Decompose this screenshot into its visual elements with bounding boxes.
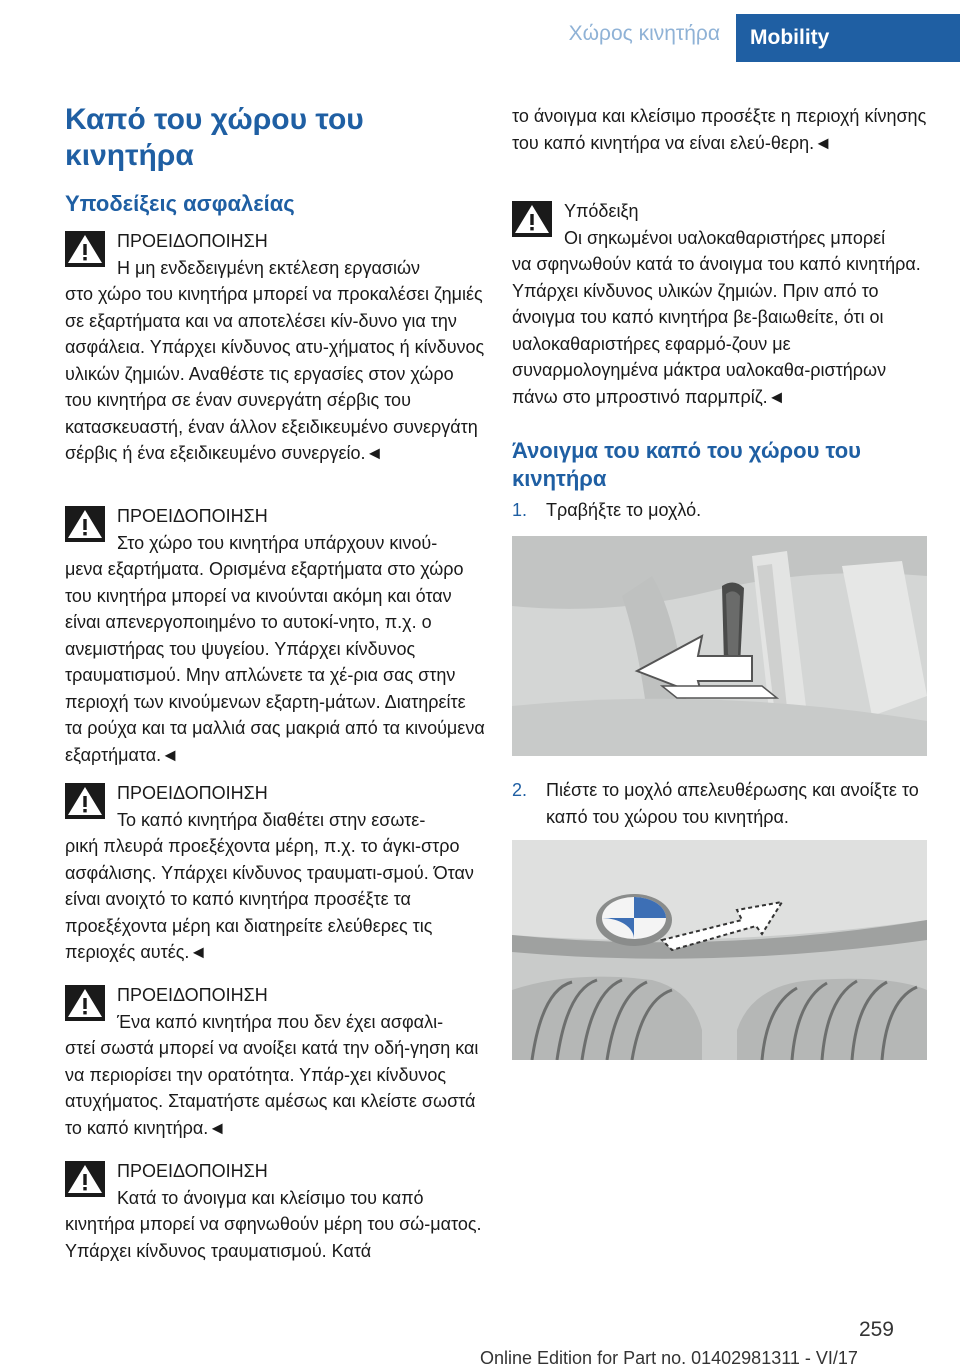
warning-text: στεί σωστά μπορεί να ανοίξει κατά την οδή-γηση και να περιορίσει την ορατότητα. Υπάρ-χει κίνδυνος ατυχήματος. Σταματήστε αμέσως και κλείστε σωστά το καπό κινητήρα.◄ (65, 1038, 479, 1138)
header-section-title: Χώρος κινητήρα (568, 22, 720, 45)
page-title: Καπό του χώρου του κινητήρα (65, 103, 364, 172)
hood-release-illustration (512, 840, 927, 1060)
warning-triangle-icon (65, 506, 105, 542)
warning-label: ΠΡΟΕΙΔΟΠΟΙΗΣΗ (117, 231, 268, 251)
step-text: Πιέστε το μοχλό απελευθέρωσης και ανοίξτε το καπό του χώρου του κινητήρα. (546, 780, 919, 827)
note-block (512, 198, 932, 410)
header-tab-mobility[interactable]: Mobility (736, 14, 960, 62)
warning-block-3 (65, 780, 485, 966)
warning-triangle-icon (65, 783, 105, 819)
warning-triangle-icon (512, 201, 552, 237)
warning-triangle-icon (65, 985, 105, 1021)
warning-lead: Η μη ενδεδειγμένη εκτέλεση εργασιών (117, 257, 421, 278)
edition-info: Online Edition for Part no. 01402981311 - VI/17 (480, 1348, 858, 1368)
page-header (0, 0, 960, 62)
warning-lead: Το καπό κινητήρα διαθέτει στην εσωτε- (117, 809, 426, 830)
note-text: να σφηνωθούν κατά το άνοιγμα του καπό κινητήρα. Υπάρχει κίνδυνος υλικών ζημιών. Πριν από το άνοιγμα του καπό κινητήρα βε-βαιωθείτε, ότι οι υαλοκαθαριστήρες εφαρμό-ζουν με συναρμολογημένα μάκτρα υαλοκαθα-ριστήρων πάνω στο μπροστινό παρμπρίζ.◄ (512, 254, 921, 407)
warning-text: ρική πλευρά προεξέχοντα μέρη, π.χ. το άγκι-στρο ασφάλισης. Υπάρχει κίνδυνος τραυματι-σμού. Όταν είναι ανοιχτό το καπό κινητήρα προσέξτε τα προεξέχοντα μέρη και διατηρείτε ελεύθερες τις περιοχές αυτές.◄ (65, 836, 474, 962)
continuation-text: το άνοιγμα και κλείσιμο προσέξτε η περιοχή κίνησης του καπό κινητήρα να είναι ελεύ-θερη.◄ (512, 106, 927, 153)
note-label: Υπόδειξη (564, 201, 639, 221)
safety-heading: Υποδείξεις ασφαλείας (65, 191, 295, 216)
hood-lever-illustration (512, 536, 927, 756)
warning-lead: Στο χώρο του κινητήρα υπάρχουν κινού- (117, 532, 438, 553)
note-lead: Οι σηκωμένοι υαλοκαθαριστήρες μπορεί (564, 227, 886, 248)
page-number: 259 (858, 1318, 894, 1341)
warning-lead: Ένα καπό κινητήρα που δεν έχει ασφαλι- (117, 1011, 444, 1032)
hood-release-photo (512, 840, 927, 1060)
step-text: Τραβήξτε το μοχλό. (546, 500, 702, 520)
warning-block-5 (65, 1158, 485, 1264)
warning-lead: Κατά το άνοιγμα και κλείσιμο του καπό (117, 1187, 424, 1208)
opening-heading: Άνοιγμα του καπό του χώρου του κινητήρα (512, 438, 861, 491)
step-1 (512, 497, 932, 524)
warning-triangle-icon (65, 1161, 105, 1197)
warning-block-1 (65, 228, 485, 467)
warning-block-2 (65, 503, 485, 768)
warning-block-4 (65, 982, 485, 1141)
step-number: 1. (512, 500, 528, 520)
warning-text: κινητήρα μπορεί να σφηνωθούν μέρη του σώ-ματος. Υπάρχει κίνδυνος τραυματισμού. Κατά (65, 1214, 482, 1261)
warning-triangle-icon (65, 231, 105, 267)
warning-label: ΠΡΟΕΙΔΟΠΟΙΗΣΗ (117, 985, 268, 1005)
warning-text: μενα εξαρτήματα. Ορισμένα εξαρτήματα στο χώρο του κινητήρα μπορεί να κινούνται ακόμη και όταν είναι απενεργοποιημένο το αυτοκί-νητο, π.χ. ο ανεμιστήρας του ψυγείου. Υπάρχει κίνδυνος τραυματισμού. Μην απλώνετε τα χέ-ρια σας στην περιοχή των κινούμενων εξαρτη-μάτων. Διατηρείτε τα ρούχα και τα μαλλιά σας μακριά από τα κινούμενα εξαρτήματα.◄ (65, 559, 485, 765)
hood-lever-photo (512, 536, 927, 756)
step-number: 2. (512, 780, 528, 800)
warning-label: ΠΡΟΕΙΔΟΠΟΙΗΣΗ (117, 506, 268, 526)
warning-text: στο χώρο του κινητήρα μπορεί να προκαλέσει ζημιές σε εξαρτήματα και να αποτελέσει κίν-δυνο για την ασφάλεια. Υπάρχει κίνδυνος ατυ-χήματος ή κίνδυνος υλικών ζημιών. Αναθέστε τις εργασίες στον χώρο του κινητήρα σε έναν συνεργάτη σέρβις του κατασκευαστή, έναν άλλον εξειδικευμένο συνεργάτη σέρβις ή ένα εξειδικευμένο συνεργείο.◄ (65, 284, 485, 463)
step-2 (512, 777, 932, 830)
warning-label: ΠΡΟΕΙΔΟΠΟΙΗΣΗ (117, 783, 268, 803)
warning-label: ΠΡΟΕΙΔΟΠΟΙΗΣΗ (117, 1161, 268, 1181)
